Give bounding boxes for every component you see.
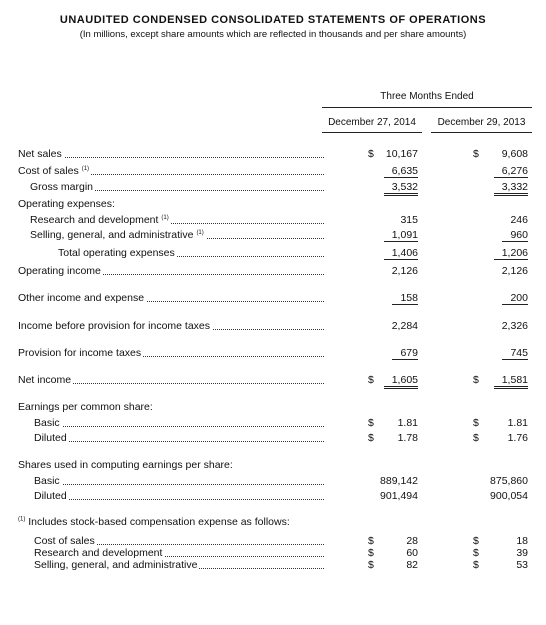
income-before-tax-value-2014 <box>392 320 418 332</box>
shares-basic-label <box>34 475 62 487</box>
rnd-footnote-marker: (1) <box>161 214 169 221</box>
net-income-currency-2014: $ <box>368 374 374 386</box>
sbc-sga-value-2014 <box>406 559 418 571</box>
gross-margin-value-2013-text: 3,332 <box>494 181 528 196</box>
operating-expenses-label-text: Operating expenses: <box>18 198 115 210</box>
provision-value-2013-text: 745 <box>502 347 528 360</box>
gross-margin-value-2014 <box>384 181 418 193</box>
total-opex-value-2013-text: 1,206 <box>494 247 528 260</box>
operating-income-value-2013 <box>502 265 528 277</box>
eps-diluted-leader <box>44 441 324 442</box>
other-income-label <box>18 292 146 304</box>
income-before-tax-label-text: Income before provision for income taxes <box>18 320 211 332</box>
net-income-value-2013-text: 1,581 <box>494 374 528 389</box>
net-sales-value-2014 <box>386 148 418 160</box>
column-rule-2013 <box>431 132 532 133</box>
net-sales-label <box>18 148 64 160</box>
gross-margin-value-2014-text: 3,532 <box>384 181 418 196</box>
sbc-sga-value-2013-text: 53 <box>516 559 528 571</box>
sbc-rnd-currency-2014: $ <box>368 547 374 559</box>
shares-diluted-value-2014 <box>380 490 418 502</box>
net-income-value-2014-text: 1,605 <box>384 374 418 389</box>
sga-label-text: Selling, general, and administrative <box>30 229 194 241</box>
cost-of-sales-value-2013-text: 6,276 <box>494 165 528 178</box>
sbc-cos-currency-2014: $ <box>368 535 374 547</box>
operating-expenses-label <box>18 198 117 210</box>
provision-value-2014-text: 679 <box>392 347 418 360</box>
sga-value-2013 <box>502 229 528 241</box>
income-before-tax-label <box>18 320 212 332</box>
shares-diluted-label-text: Diluted <box>34 490 67 502</box>
net-sales-value-2014-text: 10,167 <box>385 148 418 160</box>
shares-basic-value-2013-text: 875,860 <box>490 475 528 487</box>
eps-diluted-value-2014 <box>398 432 418 444</box>
cost-of-sales-label-text: Cost of sales <box>18 165 79 177</box>
shares-header-label-text: Shares used in computing earnings per share: <box>18 459 233 471</box>
rnd-value-2014-text: 315 <box>400 214 418 226</box>
sbc-rnd-value-2013 <box>516 547 528 559</box>
column-header-2014: December 27, 2014 <box>328 117 416 128</box>
eps-basic-currency-2014: $ <box>368 417 374 429</box>
shares-basic-leader <box>44 484 324 485</box>
net-income-value-2014 <box>384 374 418 386</box>
net-sales-value-2013 <box>502 148 528 160</box>
shares-diluted-leader <box>44 499 324 500</box>
shares-basic-value-2014-text: 889,142 <box>380 475 418 487</box>
provision-label <box>18 347 143 359</box>
sbc-cos-value-2013 <box>516 535 528 547</box>
statement-title: UNAUDITED CONDENSED CONSOLIDATED STATEMENTS OF OPERATIONS <box>59 14 487 26</box>
eps-diluted-label <box>34 432 69 444</box>
cost-of-sales-value-2014 <box>384 165 418 177</box>
sbc-sga-value-2014-text: 82 <box>406 559 418 571</box>
gross-margin-value-2013 <box>494 181 528 193</box>
eps-basic-value-2013-text: 1.81 <box>507 417 528 429</box>
eps-basic-currency-2013: $ <box>473 417 479 429</box>
total-opex-value-2014-text: 1,406 <box>384 247 418 260</box>
sbc-cos-label <box>34 535 97 547</box>
sga-label <box>30 229 206 241</box>
sbc-cos-value-2014 <box>406 535 418 547</box>
cost-of-sales-value-2014-text: 6,635 <box>384 165 418 178</box>
sbc-sga-currency-2014: $ <box>368 559 374 571</box>
other-income-label-text: Other income and expense <box>18 292 145 304</box>
sga-value-2014 <box>384 229 418 241</box>
eps-basic-value-2014-text: 1.81 <box>397 417 418 429</box>
eps-basic-label <box>34 417 62 429</box>
shares-basic-value-2014 <box>380 475 418 487</box>
rnd-value-2013-text: 246 <box>510 214 528 226</box>
net-income-currency-2013: $ <box>473 374 479 386</box>
eps-basic-value-2014 <box>398 417 418 429</box>
footnote-marker: (1) <box>18 516 26 523</box>
total-opex-value-2013 <box>494 247 528 259</box>
sbc-rnd-currency-2013: $ <box>473 547 479 559</box>
operating-income-label <box>18 265 103 277</box>
rnd-value-2014 <box>400 214 418 226</box>
sbc-sga-value-2013 <box>516 559 528 571</box>
eps-diluted-value-2013 <box>508 432 528 444</box>
provision-value-2014 <box>392 347 418 359</box>
sga-footnote-marker: (1) <box>196 229 204 236</box>
other-income-value-2013 <box>502 292 528 304</box>
net-sales-value-2013-text: 9,608 <box>501 148 528 160</box>
rnd-label <box>30 214 171 226</box>
other-income-value-2013-text: 200 <box>502 292 528 305</box>
income-before-tax-value-2013-text: 2,326 <box>501 320 528 332</box>
gross-margin-label <box>30 181 95 193</box>
sbc-rnd-value-2014 <box>406 547 418 559</box>
eps-header-label-text: Earnings per common share: <box>18 401 153 413</box>
operating-income-value-2014 <box>392 265 418 277</box>
net-sales-currency-2013: $ <box>473 148 479 160</box>
net-income-label-text: Net income <box>18 374 72 386</box>
footnote-text <box>18 516 290 528</box>
statement-subtitle: (In millions, except share amounts which are reflected in thousands and per share amounts) <box>79 29 467 40</box>
eps-diluted-currency-2014: $ <box>368 432 374 444</box>
column-header-2013: December 29, 2013 <box>437 117 526 128</box>
rnd-value-2013 <box>510 214 528 226</box>
cost-of-sales-footnote-marker: (1) <box>81 165 90 172</box>
sbc-rnd-value-2013-text: 39 <box>516 547 528 559</box>
provision-label-text: Provision for income taxes <box>18 347 142 359</box>
shares-diluted-label <box>34 490 69 502</box>
eps-basic-label-text: Basic <box>34 417 60 429</box>
gross-margin-label-text: Gross margin <box>30 181 94 193</box>
cost-of-sales-value-2013 <box>494 165 528 177</box>
sbc-rnd-label-text: Research and development <box>34 547 163 559</box>
total-opex-label-text: Total operating expenses <box>58 247 175 259</box>
provision-value-2013 <box>502 347 528 359</box>
shares-basic-value-2013 <box>490 475 528 487</box>
total-opex-value-2014 <box>384 247 418 259</box>
eps-diluted-label-text: Diluted <box>34 432 67 444</box>
income-before-tax-value-2013 <box>502 320 528 332</box>
income-before-tax-value-2014-text: 2,284 <box>391 320 418 332</box>
sbc-rnd-value-2014-text: 60 <box>406 547 418 559</box>
total-opex-label <box>58 247 177 259</box>
net-income-label <box>18 374 73 386</box>
shares-basic-label-text: Basic <box>34 475 60 487</box>
shares-header-label <box>18 459 235 471</box>
cost-of-sales-label <box>18 165 91 177</box>
rnd-label-text: Research and development <box>30 214 159 226</box>
footnote-label: Includes stock-based compensation expense as follows: <box>25 516 290 528</box>
sbc-sga-label <box>34 559 199 571</box>
sbc-cos-value-2013-text: 18 <box>516 535 528 547</box>
sbc-cos-value-2014-text: 28 <box>406 535 418 547</box>
eps-basic-value-2013 <box>508 417 528 429</box>
net-sales-leader <box>28 157 324 158</box>
sbc-cos-label-text: Cost of sales <box>34 535 95 547</box>
sbc-sga-label-text: Selling, general, and administrative <box>34 559 198 571</box>
net-income-value-2013 <box>494 374 528 386</box>
net-sales-label-text: Net sales <box>18 148 62 160</box>
net-sales-currency-2014: $ <box>368 148 374 160</box>
operating-income-value-2014-text: 2,126 <box>391 265 418 277</box>
eps-header-label <box>18 401 155 413</box>
shares-diluted-value-2014-text: 901,494 <box>380 490 418 502</box>
eps-diluted-value-2014-text: 1.78 <box>397 432 418 444</box>
operating-income-label-text: Operating income <box>18 265 101 277</box>
sbc-rnd-label <box>34 547 164 559</box>
eps-diluted-value-2013-text: 1.76 <box>507 432 528 444</box>
shares-diluted-value-2013 <box>490 490 528 502</box>
period-header: Three Months Ended <box>380 91 474 102</box>
sbc-cos-currency-2013: $ <box>473 535 479 547</box>
eps-diluted-currency-2013: $ <box>473 432 479 444</box>
column-rule-2014 <box>322 132 422 133</box>
shares-diluted-value-2013-text: 900,054 <box>490 490 528 502</box>
sga-value-2013-text: 960 <box>502 229 528 242</box>
period-header-rule <box>322 107 532 108</box>
other-income-value-2014 <box>392 292 418 304</box>
operating-income-value-2013-text: 2,126 <box>501 265 528 277</box>
sbc-sga-currency-2013: $ <box>473 559 479 571</box>
sga-value-2014-text: 1,091 <box>384 229 418 242</box>
other-income-value-2014-text: 158 <box>392 292 418 305</box>
eps-basic-leader <box>44 426 324 427</box>
